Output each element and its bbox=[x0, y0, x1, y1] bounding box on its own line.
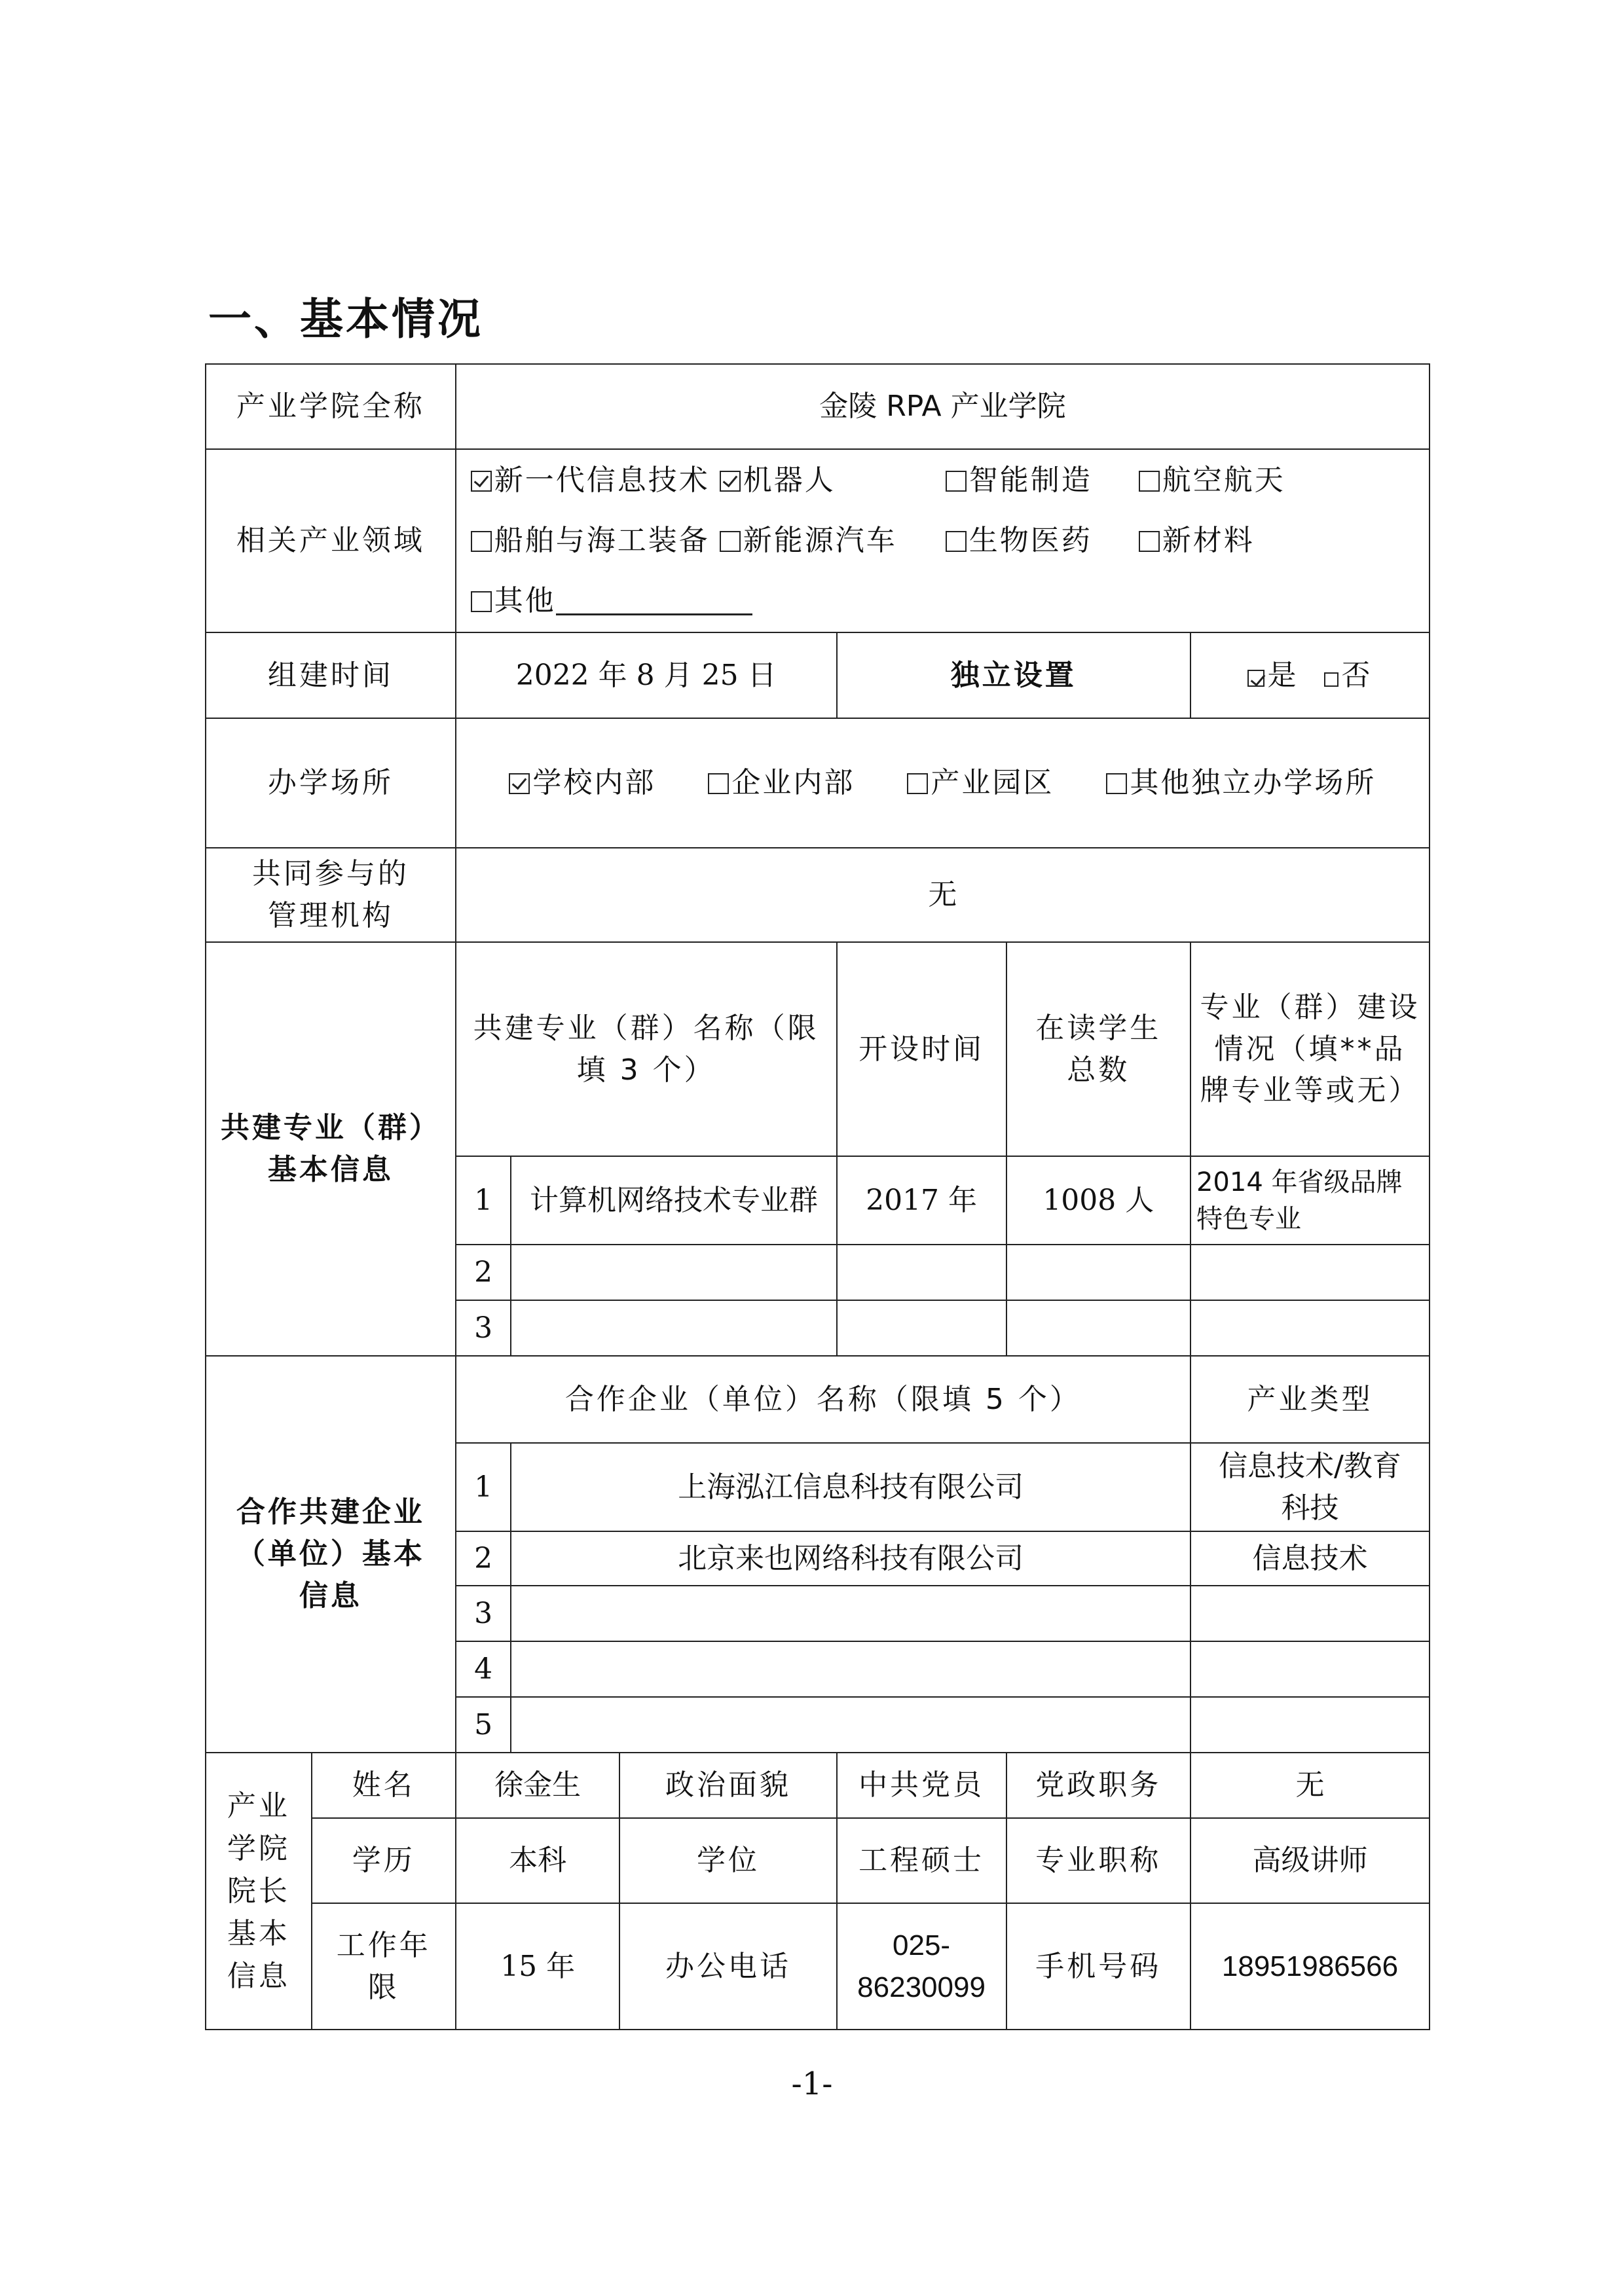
dean-mobile: 18951986566 bbox=[1190, 1903, 1430, 2030]
dean-degree-label: 学位 bbox=[619, 1818, 836, 1903]
checkbox-icon[interactable] bbox=[946, 471, 967, 492]
dean-edu: 本科 bbox=[456, 1818, 620, 1903]
dean-post: 无 bbox=[1190, 1753, 1430, 1818]
enterprise-type[interactable] bbox=[1190, 1641, 1430, 1697]
row-number: 3 bbox=[456, 1586, 511, 1641]
dean-politics: 中共党员 bbox=[837, 1753, 1006, 1818]
checkbox-checked-icon[interactable] bbox=[720, 471, 741, 492]
major-status[interactable] bbox=[1190, 1245, 1430, 1300]
row-number: 2 bbox=[456, 1245, 511, 1300]
venue-option-label: 学校内部 bbox=[532, 766, 656, 800]
major-students[interactable] bbox=[1006, 1245, 1190, 1300]
enterprises-header-type: 产业类型 bbox=[1190, 1356, 1430, 1443]
dean-edu-label: 学历 bbox=[312, 1818, 456, 1903]
domain-option[interactable] bbox=[946, 450, 1139, 511]
enterprise-type: 信息技术 bbox=[1190, 1531, 1430, 1586]
majors-header-students: 在读学生总数 bbox=[1006, 942, 1190, 1156]
checkbox-icon[interactable] bbox=[471, 591, 492, 612]
enterprises-label bbox=[206, 1356, 456, 1753]
enterprise-name[interactable] bbox=[511, 1641, 1190, 1697]
section-title: 一、基本情况 bbox=[208, 294, 483, 344]
domain-option-label: 新能源汽车 bbox=[743, 524, 897, 557]
checkbox-checked-icon[interactable] bbox=[471, 471, 492, 492]
college-name-value: 金陵 RPA 产业学院 bbox=[456, 364, 1430, 449]
venue-option[interactable] bbox=[509, 762, 655, 804]
dean-post-label: 党政职务 bbox=[1006, 1753, 1190, 1818]
enterprise-name: 上海泓江信息科技有限公司 bbox=[511, 1443, 1190, 1531]
dean-label-line: 院长 bbox=[227, 1874, 290, 1908]
dean-title: 高级讲师 bbox=[1190, 1818, 1430, 1903]
dean-label-line: 信息 bbox=[227, 1959, 290, 1994]
checkbox-icon[interactable] bbox=[1324, 672, 1338, 687]
basic-info-table bbox=[205, 363, 1430, 2030]
domain-options bbox=[456, 449, 1430, 632]
domain-option-label: 新一代信息技术 bbox=[494, 464, 710, 497]
independent-yes-label: 是 bbox=[1267, 658, 1299, 692]
majors-label-line: 共建专业（群） bbox=[220, 1111, 441, 1145]
enterprises-label-line: 信息 bbox=[299, 1578, 362, 1613]
dean-name-label: 姓名 bbox=[312, 1753, 456, 1818]
dean-politics-label: 政治面貌 bbox=[619, 1753, 836, 1818]
dean-years: 15 年 bbox=[456, 1903, 620, 2030]
major-start: 2017 年 bbox=[837, 1156, 1006, 1245]
dean-office-label: 办公电话 bbox=[619, 1903, 836, 2030]
major-name[interactable] bbox=[511, 1300, 836, 1356]
domain-option-label: 机器人 bbox=[743, 464, 836, 497]
enterprise-type[interactable] bbox=[1190, 1586, 1430, 1641]
established-value: 2022 年 8 月 25 日 bbox=[456, 632, 837, 718]
independent-label: 独立设置 bbox=[837, 632, 1190, 718]
checkbox-checked-icon[interactable] bbox=[509, 773, 530, 794]
domain-option-label: 船舶与海工装备 bbox=[494, 524, 710, 557]
management-value: 无 bbox=[456, 848, 1430, 942]
major-students[interactable] bbox=[1006, 1300, 1190, 1356]
domain-option-label: 智能制造 bbox=[969, 464, 1092, 497]
domain-option[interactable] bbox=[946, 511, 1139, 571]
majors-label-line: 基本信息 bbox=[267, 1153, 394, 1186]
row-number: 5 bbox=[456, 1697, 511, 1753]
management-label-line: 共同参与的 bbox=[251, 857, 409, 891]
domain-label: 相关产业领域 bbox=[206, 449, 456, 632]
management-label-line: 管理机构 bbox=[267, 899, 394, 932]
management-label bbox=[206, 848, 456, 942]
major-status[interactable] bbox=[1190, 1300, 1430, 1356]
venue-option[interactable] bbox=[1106, 762, 1376, 804]
dean-label-line: 学院 bbox=[227, 1831, 290, 1865]
checkbox-icon[interactable] bbox=[720, 531, 741, 552]
domain-option[interactable] bbox=[720, 450, 946, 511]
domain-option[interactable] bbox=[1139, 450, 1285, 511]
row-number: 1 bbox=[456, 1443, 511, 1531]
row-number: 2 bbox=[456, 1531, 511, 1586]
established-label: 组建时间 bbox=[206, 632, 456, 718]
dean-office-phone: 025-86230099 bbox=[837, 1903, 1006, 2030]
enterprise-name: 北京来也网络科技有限公司 bbox=[511, 1531, 1190, 1586]
checkbox-checked-icon[interactable] bbox=[1247, 670, 1264, 687]
majors-label bbox=[206, 942, 456, 1356]
checkbox-icon[interactable] bbox=[1139, 471, 1160, 492]
venue-option[interactable] bbox=[907, 762, 1054, 804]
checkbox-icon[interactable] bbox=[907, 773, 928, 794]
majors-header-name: 共建专业（群）名称（限填 3 个） bbox=[456, 942, 837, 1156]
venue-option-label: 企业内部 bbox=[731, 766, 855, 800]
enterprise-name[interactable] bbox=[511, 1697, 1190, 1753]
domain-option-label: 生物医药 bbox=[969, 524, 1092, 557]
checkbox-icon[interactable] bbox=[471, 531, 492, 552]
checkbox-icon[interactable] bbox=[946, 531, 967, 552]
checkbox-icon[interactable] bbox=[708, 773, 729, 794]
dean-label bbox=[206, 1753, 312, 2030]
dean-title-label: 专业职称 bbox=[1006, 1818, 1190, 1903]
domain-option[interactable] bbox=[1139, 511, 1255, 571]
independent-no-label: 否 bbox=[1341, 658, 1373, 692]
dean-label-line: 基本 bbox=[227, 1917, 290, 1951]
domain-option[interactable] bbox=[471, 511, 720, 571]
page-number: -1- bbox=[791, 2066, 833, 2102]
domain-option-other[interactable] bbox=[471, 571, 752, 631]
independent-no[interactable] bbox=[1324, 655, 1372, 697]
domain-option-label: 航空航天 bbox=[1162, 464, 1285, 497]
majors-header-status: 专业（群）建设情况（填**品牌专业等或无） bbox=[1190, 942, 1430, 1156]
college-name-label: 产业学院全称 bbox=[206, 364, 456, 449]
enterprise-type: 信息技术/教育科技 bbox=[1190, 1443, 1430, 1531]
major-students: 1008 人 bbox=[1006, 1156, 1190, 1245]
enterprises-label-line: 合作共建企业 bbox=[236, 1495, 425, 1529]
dean-label-line: 产业 bbox=[227, 1789, 290, 1823]
independent-yes[interactable] bbox=[1247, 655, 1298, 697]
row-number: 4 bbox=[456, 1641, 511, 1697]
venue-option-label: 产业园区 bbox=[931, 766, 1054, 800]
dean-mobile-label: 手机号码 bbox=[1006, 1903, 1190, 2030]
row-number: 3 bbox=[456, 1300, 511, 1356]
domain-option[interactable] bbox=[720, 511, 946, 571]
checkbox-icon[interactable] bbox=[1106, 773, 1127, 794]
dean-name: 徐金生 bbox=[456, 1753, 620, 1818]
domain-option-label: 新材料 bbox=[1162, 524, 1255, 557]
majors-header-start: 开设时间 bbox=[837, 942, 1006, 1156]
enterprises-label-line: （单位）基本 bbox=[236, 1537, 425, 1571]
major-name: 计算机网络技术专业群 bbox=[511, 1156, 836, 1245]
checkbox-icon[interactable] bbox=[1139, 531, 1160, 552]
domain-option[interactable] bbox=[471, 450, 720, 511]
major-start[interactable] bbox=[837, 1300, 1006, 1356]
row-number: 1 bbox=[456, 1156, 511, 1245]
dean-degree: 工程硕士 bbox=[837, 1818, 1006, 1903]
major-start[interactable] bbox=[837, 1245, 1006, 1300]
other-domain-input[interactable] bbox=[556, 587, 752, 615]
independent-options bbox=[1190, 632, 1430, 718]
dean-years-label: 工作年限 bbox=[312, 1903, 456, 2030]
venue-option[interactable] bbox=[708, 762, 855, 804]
major-status: 2014 年省级品牌特色专业 bbox=[1190, 1156, 1430, 1245]
major-name[interactable] bbox=[511, 1245, 836, 1300]
venue-option-label: 其他独立办学场所 bbox=[1130, 766, 1376, 800]
enterprises-header-name: 合作企业（单位）名称（限填 5 个） bbox=[456, 1356, 1190, 1443]
enterprise-name[interactable] bbox=[511, 1586, 1190, 1641]
domain-option-label: 其他 bbox=[494, 584, 556, 617]
venue-label: 办学场所 bbox=[206, 718, 456, 848]
venue-options bbox=[456, 718, 1430, 848]
enterprise-type[interactable] bbox=[1190, 1697, 1430, 1753]
